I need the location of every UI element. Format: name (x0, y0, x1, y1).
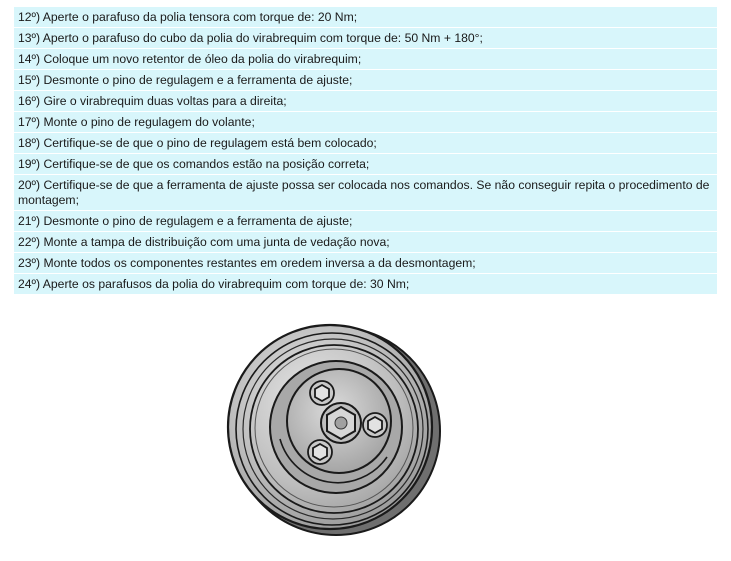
step-row-13: 13º) Aperto o parafuso do cubo da polia do virabrequim com torque de: 50 Nm + 180°; (14, 28, 717, 48)
step-row-18: 18º) Certifique-se de que o pino de regulagem está bem colocado; (14, 133, 717, 153)
step-row-17: 17º) Monte o pino de regulagem do volante; (14, 112, 717, 132)
step-row-21: 21º) Desmonte o pino de regulagem e a ferramenta de ajuste; (14, 211, 717, 231)
step-row-22: 22º) Monte a tampa de distribuição com uma junta de vedação nova; (14, 232, 717, 252)
step-row-20: 20º) Certifique-se de que a ferramenta de ajuste possa ser colocada nos comandos. Se não conseguir repita o procedimento de montagem; (14, 175, 717, 210)
step-row-14: 14º) Coloque um novo retentor de óleo da polia do virabrequim; (14, 49, 717, 69)
crankshaft-pulley-icon (222, 319, 444, 541)
step-row-15: 15º) Desmonte o pino de regulagem e a ferramenta de ajuste; (14, 70, 717, 90)
step-row-12: 12º) Aperte o parafuso da polia tensora com torque de: 20 Nm; (14, 7, 717, 27)
step-row-24: 24º) Aperte os parafusos da polia do virabrequim com torque de: 30 Nm; (14, 274, 717, 294)
step-row-23: 23º) Monte todos os componentes restantes em oredem inversa a da desmontagem; (14, 253, 717, 273)
step-row-19: 19º) Certifique-se de que os comandos estão na posição correta; (14, 154, 717, 174)
procedure-steps-list (14, 7, 717, 295)
step-row-16: 16º) Gire o virabrequim duas voltas para a direita; (14, 91, 717, 111)
